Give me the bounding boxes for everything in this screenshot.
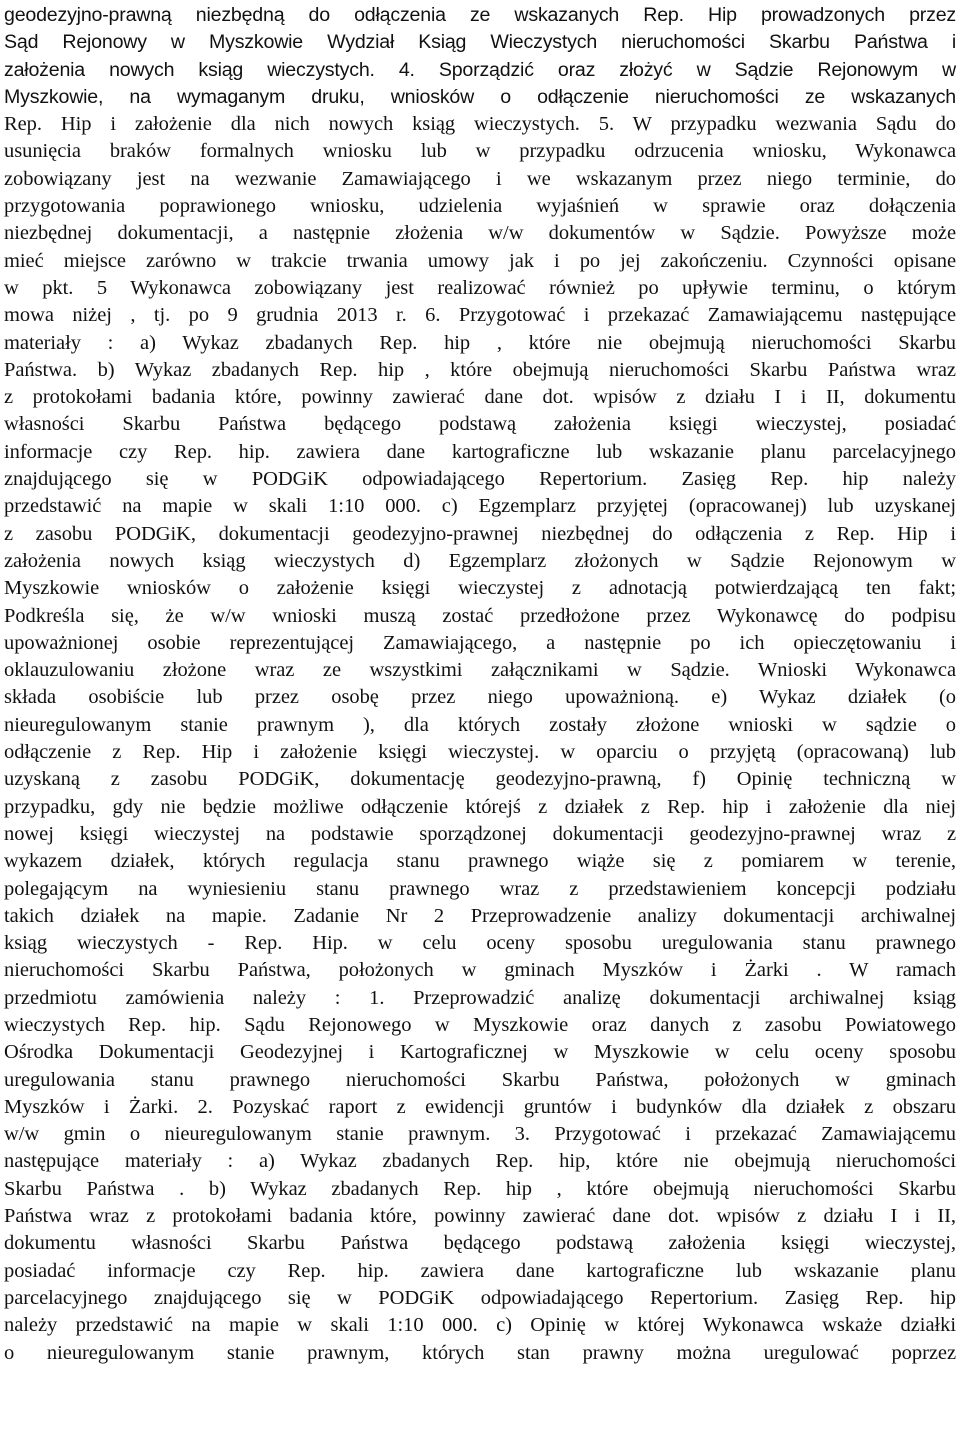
text-line: Rep. Hip i założenie dla nich nowych ksiąg wieczystych. 5. W przypadku wezwania Sądu do bbox=[4, 113, 956, 136]
text-line: znajdującego się w PODGiK odpowiadającego Repertorium. Zasięg Rep. hip należy bbox=[4, 468, 956, 491]
text-line: składa osobiście lub przez osobę przez niego upoważnioną. e) Wykaz działek (o bbox=[4, 686, 956, 709]
text-line: odłączenie z Rep. Hip i założenie księgi wieczystej. w oparciu o przyjętą (opracowaną) lub bbox=[4, 741, 956, 764]
text-line: nowej księgi wieczystej na podstawie sporządzonej dokumentacji geodezyjno-prawnej wraz z bbox=[4, 822, 956, 845]
text-line: następujące materiały : a) Wykaz zbadanych Rep. hip, które nie obejmują nieruchomości bbox=[4, 1150, 956, 1173]
text-line: Myszkowie wniosków o założenie księgi wieczystej z adnotacją potwierdzającą ten fakt; bbox=[4, 577, 956, 600]
text-line: parcelacyjnego znajdującego się w PODGiK odpowiadającego Repertorium. Zasięg Rep. hip bbox=[4, 1286, 956, 1309]
text-line: Myszkowie, na wymaganym druku, wniosków o odłączenie nieruchomości ze wskazanych bbox=[4, 85, 956, 108]
text-line: mowa niżej , tj. po 9 grudnia 2013 r. 6. Przygotować i przekazać Zamawiającemu następujące bbox=[4, 304, 956, 327]
text-line: z zasobu PODGiK, dokumentacji geodezyjno-prawnej niezbędnej do odłączenia z Rep. Hip i bbox=[4, 522, 956, 545]
text-line: w pkt. 5 Wykonawca zobowiązany jest realizować również po upływie terminu, o którym bbox=[4, 276, 956, 299]
text-line: mieć miejsce zarówno w trakcie trwania umowy jak i po jej zakończeniu. Czynności opisane bbox=[4, 249, 956, 272]
paragraph-sans bbox=[4, 2, 956, 111]
text-line: Ośrodka Dokumentacji Geodezyjnej i Kartograficznej w Myszkowie w celu oceny sposobu bbox=[4, 1041, 956, 1064]
text-line: Państwa wraz z protokołami badania które, powinny zawierać dane dot. wpisów z działu I i II, bbox=[4, 1205, 956, 1228]
text-line: nieuregulowanym stanie prawnym ), dla których zostały złożone wnioski w sądzie o bbox=[4, 713, 956, 736]
text-line: założenia nowych ksiąg wieczystych d) Egzemplarz złożonych w Sądzie Rejonowym w bbox=[4, 549, 956, 572]
text-line: niezbędnej dokumentacji, a następnie złożenia w/w dokumentów w Sądzie. Powyższe może bbox=[4, 222, 956, 245]
text-line: materiały : a) Wykaz zbadanych Rep. hip , które nie obejmują nieruchomości Skarbu bbox=[4, 331, 956, 354]
text-line: z protokołami badania które, powinny zawierać dane dot. wpisów z działu I i II, dokumentu bbox=[4, 386, 956, 409]
text-line: Skarbu Państwa . b) Wykaz zbadanych Rep. hip , które obejmują nieruchomości Skarbu bbox=[4, 1177, 956, 1200]
text-line: wykazem działek, których regulacja stanu prawnego wiąże się z pomiarem w terenie, bbox=[4, 850, 956, 873]
text-line: wieczystych Rep. hip. Sądu Rejonowego w Myszkowie oraz danych z zasobu Powiatowego bbox=[4, 1013, 956, 1036]
document-page bbox=[4, 2, 956, 1449]
text-line: informacje czy Rep. hip. zawiera dane kartograficzne lub wskazanie planu parcelacyjnego bbox=[4, 440, 956, 463]
paragraph-serif bbox=[4, 111, 956, 1449]
text-line: o nieuregulowanym stanie prawnym, których stan prawny można uregulować poprzez bbox=[4, 1341, 956, 1364]
text-line: założenia nowych ksiąg wieczystych. 4. Sporządzić oraz złożyć w Sądzie Rejonowym w bbox=[4, 58, 956, 81]
text-line: upoważnionej osobie reprezentującej Zamawiającego, a następnie po ich opieczętowaniu i bbox=[4, 631, 956, 654]
text-line: posiadać informacje czy Rep. hip. zawiera dane kartograficzne lub wskazanie planu bbox=[4, 1259, 956, 1282]
text-line: dokumentu własności Skarbu Państwa będącego podstawą założenia księgi wieczystej, bbox=[4, 1232, 956, 1255]
text-line: oklauzulowaniu złożone wraz ze wszystkimi załącznikami w Sądzie. Wnioski Wykonawca bbox=[4, 659, 956, 682]
text-line: przedstawić na mapie w skali 1:10 000. c) Egzemplarz przyjętej (opracowanej) lub uzyskanej bbox=[4, 495, 956, 518]
text-line: ksiąg wieczystych - Rep. Hip. w celu oceny sposobu uregulowania stanu prawnego bbox=[4, 932, 956, 955]
text-line: Podkreśla się, że w/w wnioski muszą zostać przedłożone przez Wykonawcę do podpisu bbox=[4, 604, 956, 627]
text-line: Myszków i Żarki. 2. Pozyskać raport z ewidencji gruntów i budynków dla działek z obszaru bbox=[4, 1095, 956, 1118]
text-line: polegającym na wyniesieniu stanu prawnego wraz z przedstawieniem koncepcji podziału bbox=[4, 877, 956, 900]
text-line: w/w gmin o nieuregulowanym stanie prawnym. 3. Przygotować i przekazać Zamawiającemu bbox=[4, 1123, 956, 1146]
text-line bbox=[4, 1421, 956, 1448]
text-line: należy przedstawić na mapie w skali 1:10 000. c) Opinię w której Wykonawca wskaże działki bbox=[4, 1314, 956, 1337]
text-line bbox=[4, 1394, 956, 1421]
text-line: usunięcia braków formalnych wniosku lub w przypadku odrzucenia wniosku, Wykonawca bbox=[4, 140, 956, 163]
text-line: geodezyjno-prawną niezbędną do odłączenia ze wskazanych Rep. Hip prowadzonych przez bbox=[4, 4, 956, 26]
text-line: przedmiotu zamówienia należy : 1. Przeprowadzić analizę dokumentacji archiwalnej ksiąg bbox=[4, 986, 956, 1009]
text-line: przypadku, gdy nie będzie możliwe odłączenie którejś z działek z Rep. hip i założenie dla niej bbox=[4, 795, 956, 818]
text-line: zobowiązany jest na wezwanie Zamawiającego i we wskazanym przez niego terminie, do bbox=[4, 167, 956, 190]
text-line: własności Skarbu Państwa będącego podstawą założenia księgi wieczystej, posiadać bbox=[4, 413, 956, 436]
text-line: przygotowania poprawionego wniosku, udzielenia wyjaśnień w sprawie oraz dołączenia bbox=[4, 195, 956, 218]
text-line: uzyskaną z zasobu PODGiK, dokumentację geodezyjno-prawną, f) Opinię techniczną w bbox=[4, 768, 956, 791]
text-line: Sąd Rejonowy w Myszkowie Wydział Ksiąg Wieczystych nieruchomości Skarbu Państwa i bbox=[4, 31, 956, 54]
text-line bbox=[4, 1367, 956, 1394]
text-line: Państwa. b) Wykaz zbadanych Rep. hip , które obejmują nieruchomości Skarbu Państwa wraz bbox=[4, 358, 956, 381]
text-line: uregulowania stanu prawnego nieruchomości Skarbu Państwa, położonych w gminach bbox=[4, 1068, 956, 1091]
text-line: nieruchomości Skarbu Państwa, położonych w gminach Myszków i Żarki . W ramach bbox=[4, 959, 956, 982]
text-line: takich działek na mapie. Zadanie Nr 2 Przeprowadzenie analizy dokumentacji archiwalnej bbox=[4, 904, 956, 927]
